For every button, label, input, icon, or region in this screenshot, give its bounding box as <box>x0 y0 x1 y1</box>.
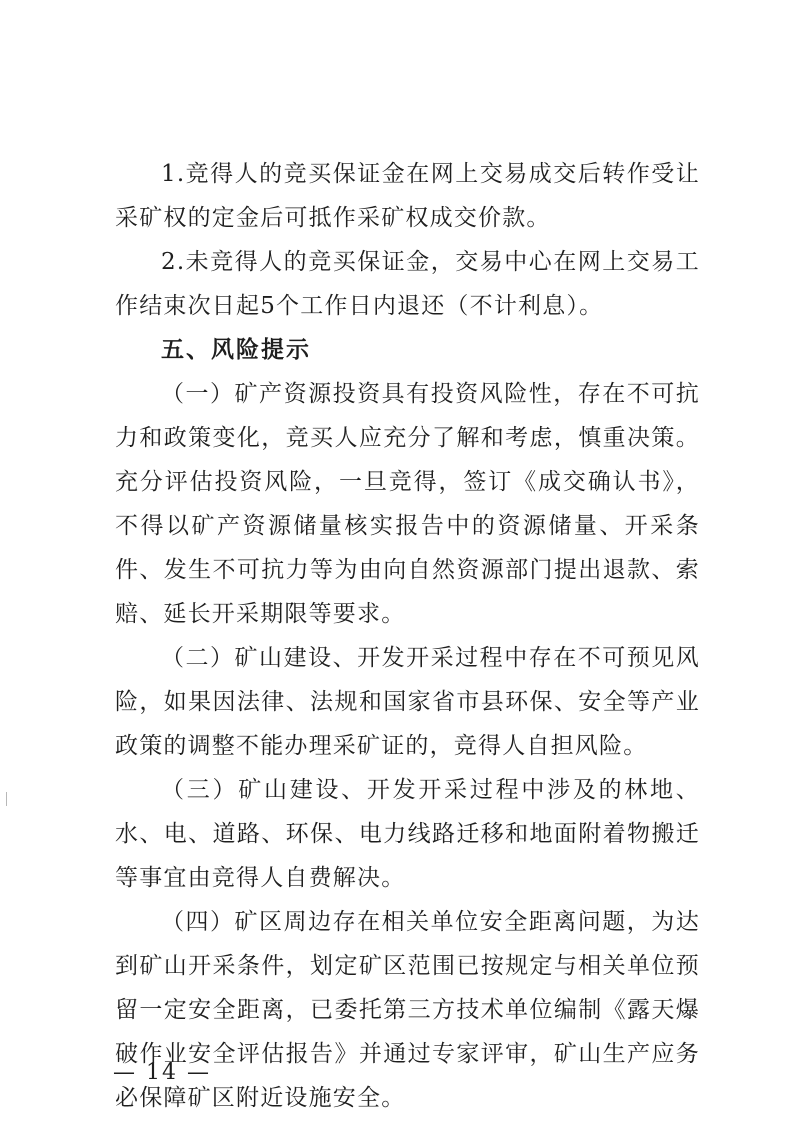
risk-item-4: （四）矿区周边存在相关单位安全距离问题，为达到矿山开采条件，划定矿区范围已按规定与相关单位预留一定安全距离，已委托第三方技术单位编制《露天爆破作业安全评估报告》并通过专家评审，矿山生产应务必保障矿区附近设施安全。 <box>115 909 700 1111</box>
risk-item-3: （三）矿山建设、开发开采过程中涉及的林地、水、电、道路、环保、电力线路迁移和地面附着物搬迁等事宜由竞得人自费解决。 <box>115 777 700 891</box>
page-number: — 14 — <box>113 1060 211 1085</box>
scan-edge-mark <box>6 792 7 806</box>
paragraph-deposit-conversion: 1.竞得人的竞买保证金在网上交易成交后转作受让采矿权的定金后可抵作采矿权成交价款。 <box>115 161 700 231</box>
risk-item-2: （二）矿山建设、开发开采过程中存在不可预见风险，如果因法律、法规和国家省市县环保、安全等产业政策的调整不能办理采矿证的，竞得人自担风险。 <box>115 645 700 759</box>
paragraph-deposit-refund: 2.未竞得人的竞买保证金，交易中心在网上交易工作结束次日起5个工作日内退还（不计利息）。 <box>115 249 700 319</box>
page-content <box>115 152 700 1120</box>
risk-item-1: （一）矿产资源投资具有投资风险性，存在不可抗力和政策变化，竞买人应充分了解和考虑，慎重决策。充分评估投资风险，一旦竞得，签订《成交确认书》，不得以矿产资源储量核实报告中的资源储量、开采条件、发生不可抗力等为由向自然资源部门提出退款、索赔、延长开采期限等要求。 <box>115 381 700 627</box>
section-heading-risk: 五、风险提示 <box>161 337 311 363</box>
